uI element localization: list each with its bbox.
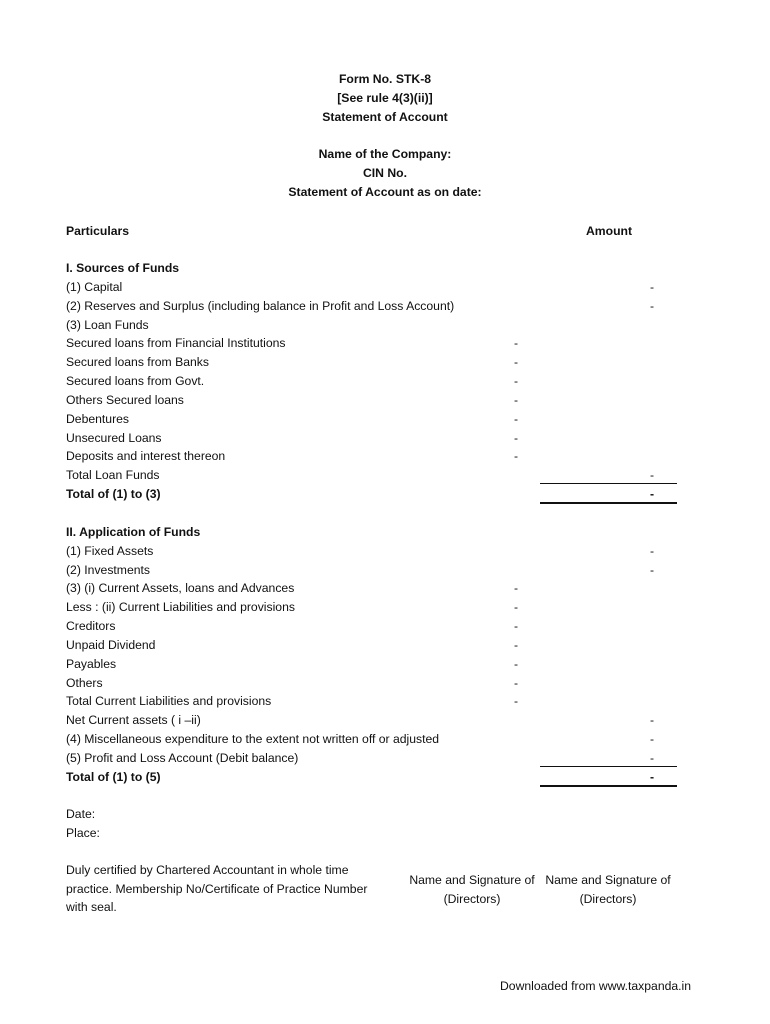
- amount: -: [649, 543, 655, 558]
- statement-row: [66, 579, 686, 598]
- sub-amount: -: [513, 411, 519, 426]
- amount: -: [649, 487, 655, 502]
- signature-1-role: (Directors): [443, 891, 501, 906]
- place-label: Place:: [66, 826, 100, 840]
- amount: -: [649, 769, 655, 784]
- statement-row: [66, 730, 686, 749]
- amount: -: [649, 298, 655, 313]
- statement-row: [66, 674, 686, 693]
- statement-row: [66, 561, 686, 580]
- statement-row: [66, 372, 686, 391]
- statement-row: [66, 711, 686, 730]
- amount: -: [649, 468, 655, 483]
- statement-row: [66, 636, 686, 655]
- sub-amount: -: [513, 336, 519, 351]
- sub-amount: -: [513, 374, 519, 389]
- statement-row: [66, 278, 686, 297]
- row-label: I. Sources of Funds: [66, 261, 180, 275]
- form-number: Form No. STK-8: [338, 72, 432, 86]
- row-label: (2) Investments: [66, 562, 150, 577]
- total-rule-bottom-2: [540, 785, 677, 787]
- sub-amount: -: [513, 694, 519, 709]
- downloaded-from-note: Downloaded from www.taxpanda.in: [500, 979, 692, 993]
- row-label: (2) Reserves and Surplus (including balance in Profit and Loss Account): [66, 298, 455, 313]
- sub-amount: -: [513, 656, 519, 671]
- statement-rows: [66, 259, 686, 787]
- statement-row: [66, 542, 686, 561]
- sub-amount: -: [513, 675, 519, 690]
- row-label: (4) Miscellaneous expenditure to the extent not written off or adjusted: [66, 732, 440, 747]
- sub-amount: -: [513, 600, 519, 615]
- sub-amount: -: [513, 355, 519, 370]
- statement-row: [66, 297, 686, 316]
- sub-amount: -: [513, 619, 519, 634]
- certification-line-1: Duly certified by Chartered Accountant in whole time: [66, 863, 349, 877]
- statement-row: [66, 523, 686, 542]
- form-title: Statement of Account: [322, 109, 448, 124]
- row-label: Others: [66, 675, 103, 690]
- statement-row: [66, 617, 686, 636]
- statement-row: [66, 259, 686, 278]
- row-label: II. Application of Funds: [66, 524, 201, 539]
- row-label: Net Current assets ( i –ii): [66, 713, 201, 728]
- amount: -: [649, 750, 655, 765]
- sub-amount: -: [513, 581, 519, 596]
- sub-amount: -: [513, 637, 519, 652]
- statement-row: [66, 316, 686, 335]
- row-label: Total Loan Funds: [66, 468, 160, 483]
- signature-1-label: Name and Signature of: [409, 873, 535, 887]
- row-label: (3) Loan Funds: [66, 317, 149, 332]
- row-label: Payables: [66, 656, 117, 671]
- row-label: Secured loans from Banks: [66, 355, 209, 370]
- statement-row: [66, 429, 686, 448]
- amount: -: [649, 732, 655, 747]
- total-rule-top: [540, 483, 677, 484]
- amount: -: [649, 562, 655, 577]
- row-label: Creditors: [66, 619, 116, 634]
- statement-row: [66, 655, 686, 674]
- row-label: (1) Capital: [66, 279, 123, 294]
- amount: -: [649, 713, 655, 728]
- amount-column-header: Amount: [586, 224, 633, 238]
- statement-row: [66, 410, 686, 429]
- company-name-label: Name of the Company:: [318, 147, 452, 162]
- row-label: Unpaid Dividend: [66, 637, 156, 652]
- row-label: Others Secured loans: [66, 392, 184, 407]
- statement-row: [66, 334, 686, 353]
- signature-2-label: Name and Signature of: [545, 873, 671, 887]
- total-rule-bottom: [540, 502, 677, 504]
- row-label: (3) (i) Current Assets, loans and Advances: [66, 581, 295, 596]
- row-label: Deposits and interest thereon: [66, 449, 226, 464]
- row-label: Less : (ii) Current Liabilities and provisions: [66, 600, 295, 615]
- cin-label: CIN No.: [362, 165, 407, 180]
- row-label: Total Current Liabilities and provisions: [66, 694, 272, 709]
- statement-row: [66, 749, 686, 768]
- rule-reference: [See rule 4(3)(ii)]: [337, 90, 433, 105]
- row-label: Debentures: [66, 411, 130, 426]
- statement-row: [66, 768, 686, 787]
- statement-row: [66, 447, 686, 466]
- row-label: (5) Profit and Loss Account (Debit balance): [66, 750, 299, 765]
- statement-row: [66, 504, 686, 523]
- director-signature-2: [538, 871, 678, 908]
- sub-amount: -: [513, 430, 519, 445]
- date-label: Date:: [66, 807, 96, 821]
- director-signature-1: [402, 871, 542, 908]
- sub-amount: -: [513, 392, 519, 407]
- amount: -: [649, 279, 655, 294]
- particulars-column-header: Particulars: [66, 224, 130, 238]
- statement-row: [66, 692, 686, 711]
- row-label: (1) Fixed Assets: [66, 543, 154, 558]
- row-label: Total of (1) to (3): [66, 487, 161, 502]
- certification-text: [66, 861, 367, 917]
- row-label: Unsecured Loans: [66, 430, 162, 445]
- signature-2-role: (Directors): [579, 891, 637, 906]
- certification-line-2: practice. Membership No/Certificate of Practice Number: [66, 881, 368, 896]
- statement-row: [66, 391, 686, 410]
- as-on-date-label: Statement of Account as on date:: [288, 184, 482, 199]
- row-label: Secured loans from Financial Institutions: [66, 336, 286, 351]
- sub-amount: -: [513, 449, 519, 464]
- total-rule-top-2: [540, 766, 677, 767]
- row-label: Total of (1) to (5): [66, 769, 161, 784]
- form-header: [0, 70, 770, 202]
- certification-line-3: with seal.: [66, 900, 117, 914]
- statement-row: [66, 598, 686, 617]
- statement-row: [66, 353, 686, 372]
- row-label: Secured loans from Govt.: [66, 374, 205, 389]
